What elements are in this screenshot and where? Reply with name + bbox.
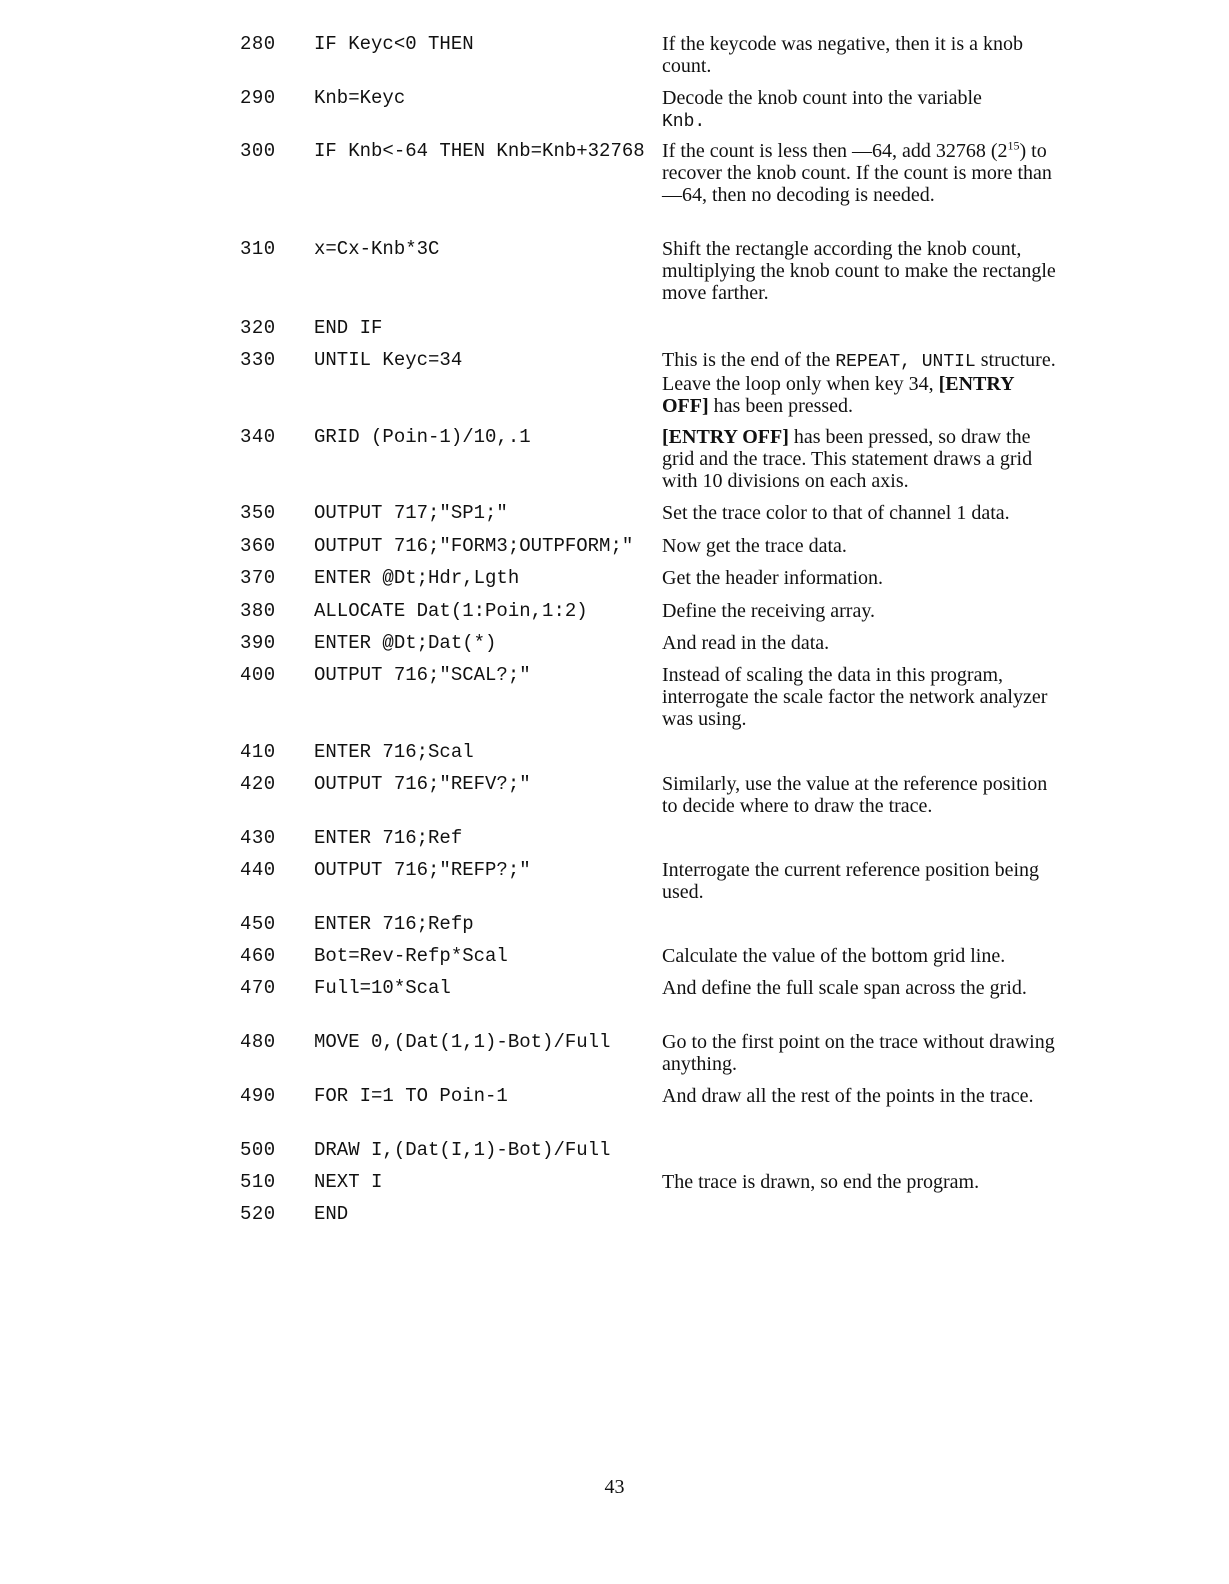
line-description: Set the trace color to that of channel 1 data.	[662, 502, 1010, 524]
entry-off-key: [ENTRY OFF]	[662, 373, 1014, 417]
line-number: 500	[240, 1139, 276, 1161]
line-number: 370	[240, 567, 276, 589]
line-number: 420	[240, 773, 276, 795]
line-number: 490	[240, 1085, 276, 1107]
code-statement: MOVE 0,(Dat(1,1)-Bot)/Full	[314, 1031, 611, 1053]
line-number: 390	[240, 632, 276, 654]
description-text: ) to recover the knob count. If the count is more than —64, then no decoding is needed.	[662, 140, 1052, 206]
code-statement: OUTPUT 716;"FORM3;OUTPFORM;"	[314, 535, 634, 557]
line-number: 460	[240, 945, 276, 967]
code-statement: DRAW I,(Dat(I,1)-Bot)/Full	[314, 1139, 611, 1161]
line-description	[662, 140, 1057, 206]
line-number: 510	[240, 1171, 276, 1193]
line-number: 360	[240, 535, 276, 557]
line-number: 300	[240, 140, 276, 162]
line-description	[662, 87, 1057, 133]
line-number: 400	[240, 664, 276, 686]
code-statement: END IF	[314, 317, 383, 339]
code-statement: ENTER @Dt;Dat(*)	[314, 632, 497, 654]
line-description: Interrogate the current reference position being used.	[662, 859, 1040, 903]
line-description: The trace is drawn, so end the program.	[662, 1171, 980, 1193]
line-description: Get the header information.	[662, 567, 884, 589]
line-number: 380	[240, 600, 276, 622]
code-statement: ENTER 716;Scal	[314, 741, 474, 763]
line-number: 450	[240, 913, 276, 935]
code-statement: OUTPUT 716;"REFV?;"	[314, 773, 531, 795]
code-statement: Bot=Rev-Refp*Scal	[314, 945, 508, 967]
code-statement: IF Knb<-64 THEN Knb=Knb+32768	[314, 140, 645, 162]
line-description: If the keycode was negative, then it is a knob count.	[662, 33, 1023, 77]
line-number: 440	[240, 859, 276, 881]
line-number: 430	[240, 827, 276, 849]
description-text: Decode the knob count into the variable	[662, 87, 982, 109]
line-number: 410	[240, 741, 276, 763]
line-number: 340	[240, 426, 276, 448]
line-number: 280	[240, 33, 276, 55]
line-number: 480	[240, 1031, 276, 1053]
code-statement: OUTPUT 717;"SP1;"	[314, 502, 508, 524]
code-statement: ENTER @Dt;Hdr,Lgth	[314, 567, 520, 589]
line-description: Now get the trace data.	[662, 535, 847, 557]
description-text: has been pressed, so draw the grid and the trace. This statement draws a grid with 10 divisions on each axis.	[662, 426, 1033, 492]
code-statement: END	[314, 1203, 349, 1225]
description-text: structure. Leave the loop only when key 34,	[662, 349, 1056, 395]
code-statement: x=Cx-Knb*3C	[314, 238, 440, 260]
line-number: 290	[240, 87, 276, 109]
code-statement: UNTIL Keyc=34	[314, 349, 463, 371]
code-statement: ALLOCATE Dat(1:Poin,1:2)	[314, 600, 588, 622]
description-superscript: 15	[1007, 138, 1020, 153]
line-description: Shift the rectangle according the knob count, multiplying the knob count to make the rectangle move farther.	[662, 238, 1056, 304]
code-statement: ENTER 716;Refp	[314, 913, 474, 935]
line-number: 310	[240, 238, 276, 260]
description-text: If the count is less then —64, add 32768 (2	[662, 140, 1008, 162]
description-text: has been pressed.	[713, 395, 854, 417]
page-number: 43	[604, 1476, 625, 1498]
line-description: Define the receiving array.	[662, 600, 876, 622]
line-description	[662, 349, 1057, 417]
line-description	[662, 426, 1057, 492]
description-keyword: REPEAT, UNTIL	[835, 352, 976, 372]
line-number: 350	[240, 502, 276, 524]
code-statement: GRID (Poin-1)/10,.1	[314, 426, 531, 448]
line-number: 520	[240, 1203, 276, 1225]
description-variable: Knb.	[662, 112, 706, 132]
code-statement: NEXT I	[314, 1171, 383, 1193]
line-description: And draw all the rest of the points in the trace.	[662, 1085, 1034, 1107]
line-number: 330	[240, 349, 276, 371]
line-description: Calculate the value of the bottom grid line.	[662, 945, 1006, 967]
code-statement: Full=10*Scal	[314, 977, 451, 999]
code-statement: ENTER 716;Ref	[314, 827, 463, 849]
code-statement: IF Keyc<0 THEN	[314, 33, 474, 55]
line-description: Instead of scaling the data in this program, interrogate the scale factor the network analyzer was using.	[662, 664, 1048, 730]
line-number: 470	[240, 977, 276, 999]
line-description: And read in the data.	[662, 632, 830, 654]
code-statement: OUTPUT 716;"SCAL?;"	[314, 664, 531, 686]
code-statement: Knb=Keyc	[314, 87, 406, 109]
code-statement: OUTPUT 716;"REFP?;"	[314, 859, 531, 881]
code-statement: FOR I=1 TO Poin-1	[314, 1085, 508, 1107]
description-text: This is the end of the	[662, 349, 831, 371]
line-description: Similarly, use the value at the reference position to decide where to draw the trace.	[662, 773, 1048, 817]
entry-off-key: [ENTRY OFF]	[662, 426, 789, 448]
line-description: Go to the first point on the trace without drawing anything.	[662, 1031, 1055, 1075]
line-number: 320	[240, 317, 276, 339]
line-description: And define the full scale span across the grid.	[662, 977, 1027, 999]
